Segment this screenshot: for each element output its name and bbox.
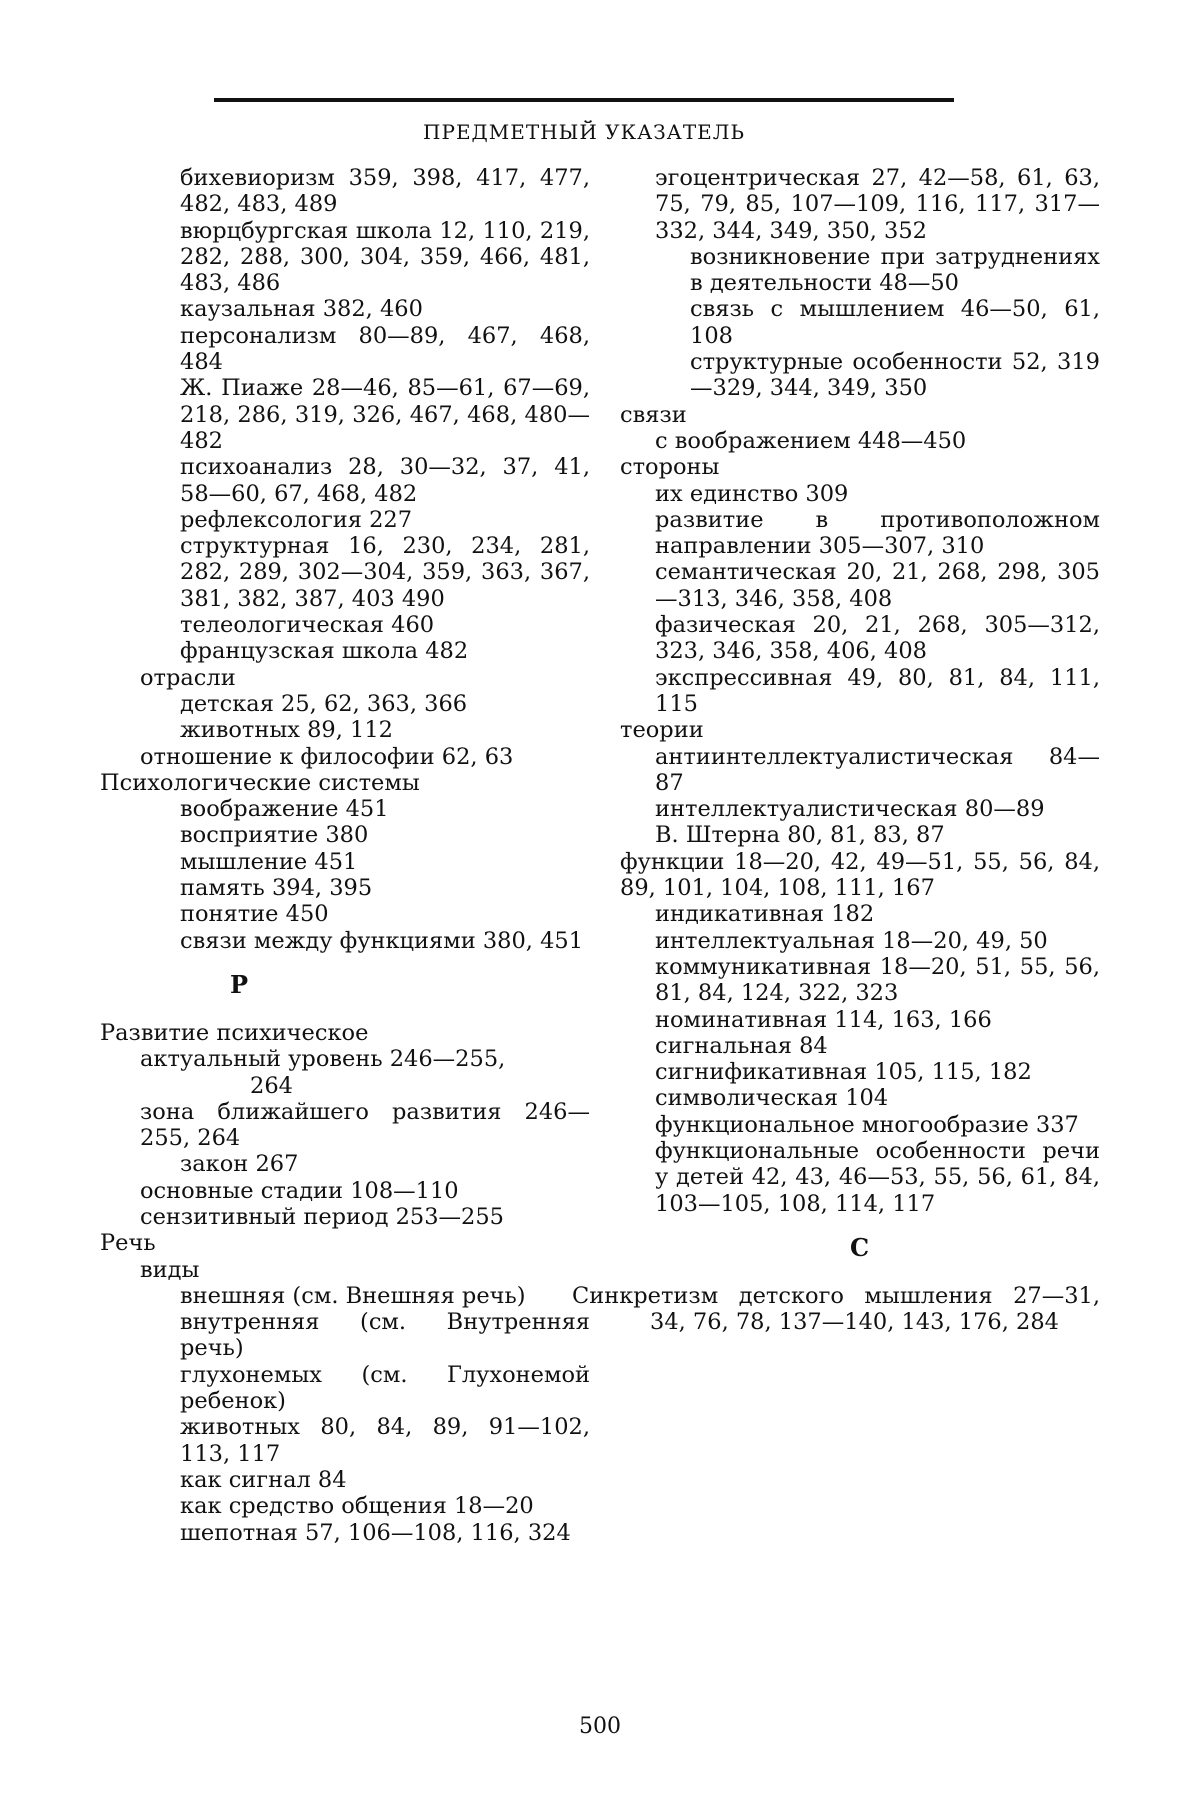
index-entry: функциональные особенности речи у детей 42, 43, 46—53, 55, 56, 61, 84, 103—105, 108, 114, 117: [655, 1137, 1100, 1217]
index-entry: отношение к философии 62, 63: [140, 743, 514, 770]
index-entry: антиинтеллектуалистическая 84—87: [655, 743, 1100, 796]
index-entry: отрасли: [140, 664, 236, 691]
index-entry: детская 25, 62, 363, 366: [180, 690, 468, 717]
index-entry: мышление 451: [180, 848, 358, 875]
index-entry: Ж. Пиаже 28—46, 85—61, 67—69, 218, 286, 319, 326, 467, 468, 480—482: [180, 375, 590, 454]
index-entry: животных 80, 84, 89, 91—102, 113, 117: [180, 1414, 590, 1467]
index-entry: зона ближайшего развития 246—255, 264: [140, 1098, 590, 1152]
index-entry: сигнификативная 105, 115, 182: [655, 1059, 1032, 1086]
index-entry: животных 89, 112: [180, 717, 393, 744]
index-entry: персонализм 80—89, 467, 468, 484: [180, 322, 590, 376]
index-entry: как сигнал 84: [180, 1466, 347, 1493]
index-entry: сензитивный период 253—255: [140, 1203, 504, 1230]
index-entry: фазическая 20, 21, 268, 305—312, 323, 346, 358, 406, 408: [655, 612, 1100, 665]
index-entry: связи: [620, 401, 687, 428]
index-entry: возникновение при затруднениях в деятельности 48—50: [690, 243, 1100, 297]
index-entry: индикативная 182: [655, 901, 875, 928]
index-entry: развитие в противоположном направлении 305—307, 310: [655, 506, 1100, 560]
index-entry: внешняя (см. Внешняя речь): [180, 1282, 526, 1309]
index-entry: вюрцбургская школа 12, 110, 219, 282, 288, 300, 304, 359, 466, 481, 483, 486: [180, 217, 590, 297]
index-entry: глухонемых (см. Глухонемой ребенок): [180, 1361, 590, 1415]
index-entry: актуальный уровень 246—255,: [140, 1046, 506, 1073]
index-entry: внутренняя (см. Внутренняя речь): [180, 1309, 590, 1362]
index-entry: функциональное многообразие 337: [655, 1111, 1079, 1138]
index-entry: понятие 450: [180, 901, 329, 928]
index-entry: память 394, 395: [180, 875, 373, 902]
section-letter: С: [850, 1232, 870, 1262]
index-entry: эгоцентрическая 27, 42—58, 61, 63, 75, 79, 85, 107—109, 116, 117, 317—332, 344, 349, 350, 352: [655, 165, 1100, 244]
index-entry: Синкретизм детского мышления 27—31, 34, 76, 78, 137—140, 143, 176, 284: [572, 1282, 1100, 1336]
index-entry: виды: [140, 1256, 200, 1283]
index-entry: рефлексология 227: [180, 506, 413, 533]
index-entry: теории: [620, 717, 704, 744]
index-entry: Речь: [100, 1230, 156, 1257]
index-entry: Развитие психическое: [100, 1019, 369, 1046]
index-entry: основные стадии 108—110: [140, 1177, 459, 1204]
page-number: 500: [579, 1714, 621, 1739]
index-entry: коммуникативная 18—20, 51, 55, 56, 81, 84, 124, 322, 323: [655, 953, 1100, 1007]
index-column-right: [572, 165, 1100, 1336]
index-entry: экспрессивная 49, 80, 81, 84, 111, 115: [655, 664, 1100, 717]
index-entry: связи между функциями 380, 451: [180, 927, 584, 954]
index-entry: семантическая 20, 21, 268, 298, 305—313, 346, 358, 408: [655, 559, 1100, 612]
index-entry: структурные особенности 52, 319—329, 344, 349, 350: [690, 349, 1100, 402]
index-entry: воображение 451: [180, 796, 389, 823]
index-entry: французская школа 482: [180, 638, 469, 665]
index-entry: функции 18—20, 42, 49—51, 55, 56, 84, 89, 101, 104, 108, 111, 167: [620, 848, 1100, 902]
index-entry: номинативная 114, 163, 166: [655, 1006, 992, 1033]
section-letter: Р: [230, 969, 249, 999]
header-rule: [214, 98, 954, 102]
index-entry: бихевиоризм 359, 398, 417, 477, 482, 483, 489: [180, 165, 590, 218]
index-entry: закон 267: [180, 1151, 299, 1178]
index-entry: с воображением 448—450: [655, 427, 967, 454]
index-entry: Психологические системы: [100, 769, 420, 796]
index-entry: как средство общения 18—20: [180, 1493, 534, 1520]
index-entry: шепотная 57, 106—108, 116, 324: [180, 1519, 571, 1546]
index-entry: интеллектуальная 18—20, 49, 50: [655, 927, 1048, 954]
index-entry: структурная 16, 230, 234, 281, 282, 289, 302—304, 359, 363, 367, 381, 382, 387, 403 490: [180, 533, 590, 612]
index-entry: интеллектуалистическая 80—89: [655, 796, 1045, 823]
index-entry: связь с мышлением 46—50, 61, 108: [690, 296, 1100, 349]
index-entry: В. Штерна 80, 81, 83, 87: [655, 822, 945, 849]
running-title: ПРЕДМЕТНЫЙ УКАЗАТЕЛЬ: [423, 120, 745, 144]
index-entry: восприятие 380: [180, 822, 369, 849]
index-entry: психоанализ 28, 30—32, 37, 41, 58—60, 67, 468, 482: [180, 454, 590, 507]
index-entry: 264: [250, 1072, 293, 1099]
index-entry: их единство 309: [655, 480, 849, 507]
index-entry: стороны: [620, 454, 720, 481]
index-entry: каузальная 382, 460: [180, 296, 423, 323]
index-column-left: [100, 165, 590, 1546]
index-entry: сигнальная 84: [655, 1032, 828, 1059]
index-entry: телеологическая 460: [180, 612, 435, 639]
index-entry: символическая 104: [655, 1085, 889, 1112]
